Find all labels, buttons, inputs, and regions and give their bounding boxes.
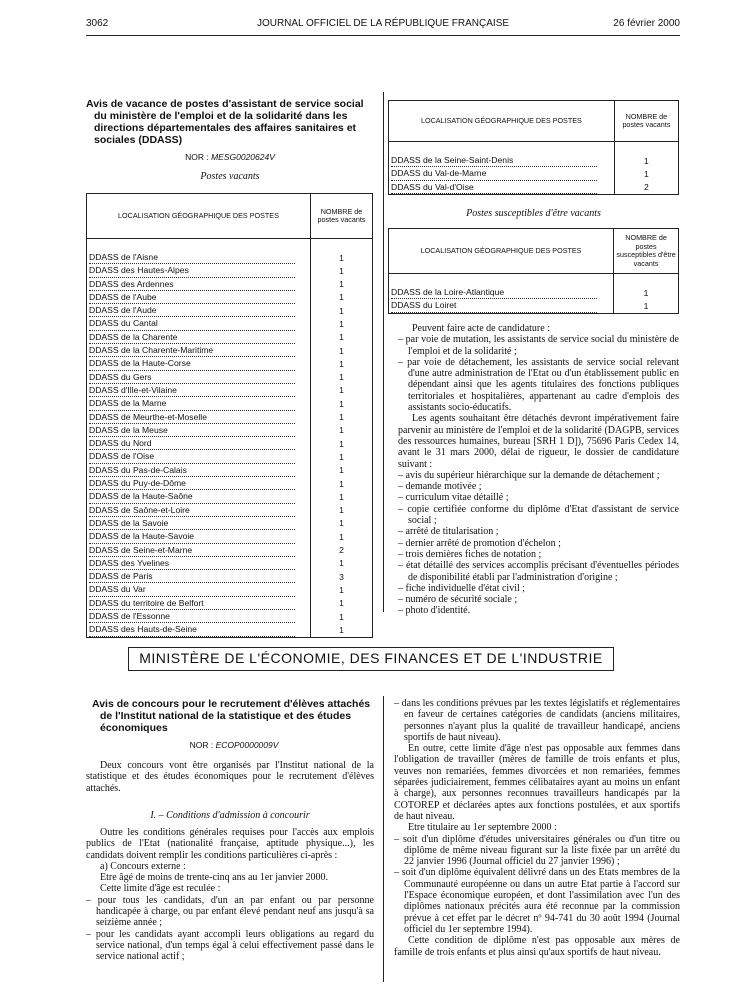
count-cell: 1 (310, 450, 372, 463)
location-cell: DDASS de Saône-et-Loire (87, 504, 311, 517)
location-cell: DDASS du Cantal (87, 317, 311, 330)
table-row (389, 181, 679, 195)
location-cell: DDASS des Hauts-de-Seine (87, 623, 311, 637)
avis2-right-text (394, 698, 680, 958)
table-row (87, 570, 373, 583)
paragraph: – pour les candidats ayant accompli leurs obligations au regard du service national, d'un temps égal à celui effectivement passé dans le service national actif ; (86, 928, 374, 963)
count-cell: 1 (614, 299, 679, 313)
count-cell: 1 (310, 610, 372, 623)
issue-date: 26 février 2000 (613, 18, 680, 29)
paragraph: – état détaillé des services accomplis précisant d'éventuelles périodes de disponibilité établi par l'administration d'origine ; (398, 560, 679, 583)
count-cell: 2 (310, 544, 372, 557)
location-cell: DDASS de la Haute-Saône (87, 490, 311, 503)
count-cell: 1 (310, 304, 372, 317)
table-row (87, 583, 373, 596)
count-cell: 1 (310, 477, 372, 490)
column-separator (383, 92, 384, 612)
col-count-header: NOMBRE de postes susceptibles d'être vacants (614, 229, 679, 274)
count-cell: 1 (310, 331, 372, 344)
location-cell: DDASS de la Marne (87, 397, 311, 410)
location-cell: DDASS de l'Oise (87, 450, 311, 463)
avis1-title: Avis de vacance de postes d'assistant de service social du ministère de l'emploi et de la solidarité dans les directions départementales des affaires sanitaires et sociales (DDASS) (86, 98, 364, 146)
location-cell: DDASS de la Savoie (87, 517, 311, 530)
location-cell: DDASS de la Haute-Savoie (87, 530, 311, 543)
paragraph: – pour tous les candidats, d'un an par enfant ou par personne handicapée à charge, ou par enfant élevé pendant neuf ans jusqu'à sa seizième année ; (86, 894, 374, 929)
table-row (87, 384, 373, 397)
count-cell: 1 (310, 504, 372, 517)
count-cell: 1 (614, 154, 678, 167)
table-row (87, 610, 373, 623)
location-cell: DDASS de la Charente-Maritime (87, 344, 311, 357)
avis2-nor: NOR : ECOP0000009V (189, 740, 279, 750)
paragraph: – curriculum vitae détaillé ; (398, 492, 509, 504)
table-row (87, 304, 373, 317)
table-row (87, 397, 373, 410)
count-cell: 1 (310, 597, 372, 610)
table-row (87, 317, 373, 330)
table-row (87, 464, 373, 477)
count-cell: 1 (310, 397, 372, 410)
location-cell: DDASS de l'Aude (87, 304, 311, 317)
location-cell: DDASS de la Meuse (87, 424, 311, 437)
running-header (86, 18, 680, 34)
location-cell: DDASS du Val-de-Marne (389, 167, 615, 180)
paragraph: – fiche individuelle d'état civil ; (398, 582, 526, 594)
location-cell: DDASS de l'Aube (87, 291, 311, 304)
location-cell: DDASS des Yvelines (87, 557, 311, 570)
table-row (87, 597, 373, 610)
table-row (389, 154, 679, 167)
location-cell: DDASS d'Ille-et-Vilaine (87, 384, 311, 397)
avis1-subtitle: Postes vacants (200, 171, 260, 182)
avis1-body (398, 323, 679, 617)
avis2-block (92, 698, 376, 750)
col-location-header: LOCALISATION GÉOGRAPHIQUE DES POSTES (389, 229, 614, 274)
paragraph: – arrêté de titularisation ; (398, 526, 499, 538)
count-cell: 1 (310, 264, 372, 277)
paragraph: – soit d'un diplôme d'études universitaires générales ou d'un titre ou diplôme de même niveau figurant sur la liste fixée par un arrêté du 22 janvier 1996 (Journal officiel du 27 janvier 1996) ; (394, 833, 680, 868)
paragraph: Cette condition de diplôme n'est pas opposable aux mères de famille de trois enfants et plus ainsi qu'aux sportifs de haut niveau. (394, 935, 680, 958)
table-row (87, 490, 373, 503)
ministry-heading: MINISTÈRE DE L'ÉCONOMIE, DES FINANCES ET DE L'INDUSTRIE (128, 647, 614, 671)
intro-paragraph: Deux concours vont être organisés par l'Institut national de la statistique et des études économiques pour le recrutement d'élèves attachés. (86, 760, 374, 794)
table-row (87, 424, 373, 437)
count-cell: 1 (614, 167, 678, 180)
table-row (87, 411, 373, 424)
location-cell: DDASS de Meurthe-et-Moselle (87, 411, 311, 424)
table-row (87, 544, 373, 557)
table-row (87, 530, 373, 543)
location-cell: DDASS du Gers (87, 371, 311, 384)
table-row (389, 299, 679, 313)
location-cell: DDASS des Ardennes (87, 278, 311, 291)
avis1-nor: NOR : MESG0020624V (185, 152, 275, 162)
count-cell: 1 (310, 583, 372, 596)
avis2-title: Avis de concours pour le recrutement d'élèves attachés de l'Institut national de la statistique et des études économiques (92, 698, 371, 734)
paragraph: – numéro de sécurité sociale ; (398, 594, 518, 606)
count-cell: 3 (310, 570, 372, 583)
location-cell: DDASS de la Haute-Corse (87, 357, 311, 370)
col-count-header: NOMBRE de postes vacants (310, 194, 372, 239)
table-row (87, 623, 373, 637)
paragraph: – avis du supérieur hiérarchique sur la demande de détachement ; (398, 469, 660, 481)
location-cell: DDASS du Puy-de-Dôme (87, 477, 311, 490)
paragraph: Les agents souhaitant être détachés devront impérativement faire parvenir au ministère de l'emploi et de la solidarité (DAGPB, services des ressources humaines, bureau [SRH 1 D]), 75696 Paris Cedex 14, avant le 31 mars 2000, délai de rigueur, le dossier de candidature suivant : (398, 413, 679, 470)
paragraph: – photo d'identité. (398, 605, 471, 617)
vacancy-table-left (86, 193, 373, 638)
avis1-subtitle2: Postes susceptibles d'être vacants (466, 208, 601, 219)
count-cell: 1 (310, 424, 372, 437)
count-cell: 1 (310, 437, 372, 450)
col-location-header: LOCALISATION GÉOGRAPHIQUE DES POSTES (87, 194, 311, 239)
paragraph: – par voie de mutation, les assistants de service social du ministère de l'emploi et de la solidarité ; (398, 334, 679, 357)
paragraph: – soit d'un diplôme équivalent délivré dans un des Etats membres de la Communauté européenne ou dans un autre Etat partie à l'accord sur l'Espace économique européen, et dont l'assimilation avec l'un des diplômes nationaux précités aura été reconnue par la commission prévue à cet effet par le décret nº 94-741 du 30 août 1994 (Journal officiel du 1er septembre 1994). (394, 867, 680, 935)
location-cell: DDASS de Paris (87, 570, 311, 583)
paragraph: Cette limite d'âge est reculée : (100, 883, 221, 895)
count-cell: 1 (310, 278, 372, 291)
location-cell: DDASS de la Loire-Atlantique (389, 286, 614, 299)
count-cell: 2 (614, 181, 678, 195)
location-cell: DDASS de l'Aisne (87, 251, 311, 264)
page-number: 3062 (86, 18, 109, 29)
paragraph: a) Concours externe : (100, 860, 186, 872)
paragraph: – trois dernières fiches de notation ; (398, 548, 542, 560)
table-row (87, 264, 373, 277)
table-row (87, 331, 373, 344)
paragraph: Outre les conditions générales requises pour l'accès aux emplois publics de l'Etat (nationalité française, aptitude physique...), les candidats doivent remplir les conditions particulières ci-après : (86, 827, 374, 861)
count-cell: 1 (310, 317, 372, 330)
paragraph: – dernier arrêté de promotion d'échelon ; (398, 537, 561, 549)
col-location-header: LOCALISATION GÉOGRAPHIQUE DES POSTES (389, 101, 615, 142)
count-cell: 1 (310, 371, 372, 384)
location-cell: DDASS du Nord (87, 437, 311, 450)
count-cell: 1 (614, 286, 679, 299)
location-cell: DDASS du Loiret (389, 299, 614, 313)
location-cell: DDASS de Seine-et-Marne (87, 544, 311, 557)
vacancy-table-right (388, 100, 679, 195)
table-row (87, 291, 373, 304)
location-cell: DDASS des Hautes-Alpes (87, 264, 311, 277)
count-cell: 1 (310, 557, 372, 570)
avis1-block (86, 98, 374, 182)
location-cell: DDASS du Val-d'Oise (389, 181, 615, 195)
journal-title: JOURNAL OFFICIEL DE LA RÉPUBLIQUE FRANÇAISE (256, 18, 510, 29)
paragraph: – copie certifiée conforme du diplôme d'Etat d'assistant de service social ; (398, 503, 679, 527)
col-count-header: NOMBRE de postes vacants (614, 101, 678, 142)
count-cell: 1 (310, 623, 372, 637)
count-cell: 1 (310, 384, 372, 397)
count-cell: 1 (310, 357, 372, 370)
paragraph: Peuvent faire acte de candidature : (412, 323, 550, 334)
count-cell: 1 (310, 517, 372, 530)
paragraph: En outre, cette limite d'âge n'est pas opposable aux femmes dans l'obligation de travailler (mères de famille de trois enfants et plus, veuves non remariées, femmes divorcées et non remariées, femmes séparées judiciairement, femmes célibataires ayant au moins un enfant à charge), aux personnes reconnues travailleurs handicapés par la COTOREP et déclarées aptes aux fonctions postulées, et aux sportifs de haut niveau. (394, 743, 680, 822)
count-cell: 1 (310, 530, 372, 543)
table-row (87, 278, 373, 291)
avis2-left-text (86, 827, 374, 963)
location-cell: DDASS de la Seine-Saint-Denis (389, 154, 615, 167)
table-row (87, 517, 373, 530)
location-cell: DDASS du territoire de Belfort (87, 597, 311, 610)
table-row (87, 357, 373, 370)
paragraph: – par voie de détachement, les assistants de service social relevant d'une autre administration de l'Etat ou d'un établissement public en dépendant ainsi que les agents titulaires des fonctions publiques territoriales et hospitalières, appartenant au cadre d'emplois des assistants socio-éducatifs. (398, 356, 679, 414)
paragraph: Etre âgé de moins de trente-cinq ans au 1er janvier 2000. (100, 872, 328, 884)
count-cell: 1 (310, 411, 372, 424)
table-row (87, 437, 373, 450)
count-cell: 1 (310, 291, 372, 304)
count-cell: 1 (310, 251, 372, 264)
count-cell: 1 (310, 490, 372, 503)
table-row (87, 504, 373, 517)
paragraph: – demande motivée ; (398, 481, 482, 493)
location-cell: DDASS de la Charente (87, 331, 311, 344)
location-cell: DDASS du Var (87, 583, 311, 596)
paragraph: Etre titulaire au 1er septembre 2000 : (408, 822, 557, 834)
table-row (87, 371, 373, 384)
location-cell: DDASS du Pas-de-Calais (87, 464, 311, 477)
paragraph: – dans les conditions prévues par les textes législatifs et réglementaires en faveur de certaines catégories de candidats (anciens militaires, personnes n'ayant plus la qualité de travailleur handicapé, anciens sportifs de haut niveau). (394, 698, 680, 743)
count-cell: 1 (310, 464, 372, 477)
header-rule (86, 35, 680, 36)
table-row (87, 477, 373, 490)
section-heading: I. – Conditions d'admission à concourir (150, 810, 310, 821)
table-row (87, 450, 373, 463)
location-cell: DDASS de l'Essonne (87, 610, 311, 623)
count-cell: 1 (310, 344, 372, 357)
table-row (87, 557, 373, 570)
table-row (389, 286, 679, 299)
possible-vacancy-table (388, 228, 679, 314)
table-row (87, 251, 373, 264)
avis2-intro (86, 760, 374, 794)
table-row (389, 167, 679, 180)
table-row (87, 344, 373, 357)
column-separator-2 (383, 696, 384, 982)
